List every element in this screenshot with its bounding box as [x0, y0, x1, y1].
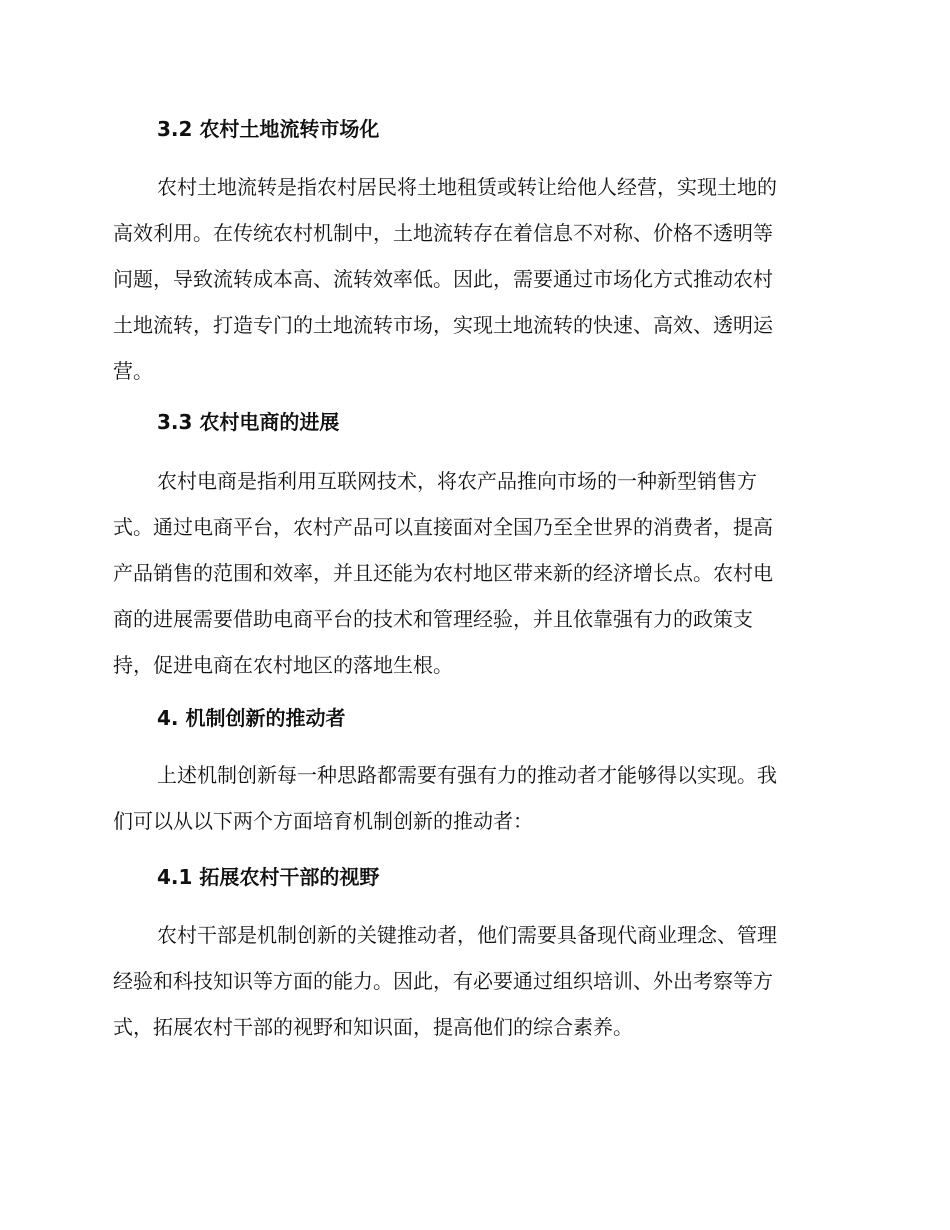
paragraph-line: 高效利用。在传统农村机制中，土地流转存在着信息不对称、价格不透明等 — [113, 221, 773, 245]
paragraph-line: 经验和科技知识等方面的能力。因此，有必要通过组织培训、外出考察等方 — [113, 969, 773, 993]
paragraph-line: 持，促进电商在农村地区的落地生根。 — [113, 653, 453, 677]
paragraph-line: 式，拓展农村干部的视野和知识面，提高他们的综合素养。 — [113, 1015, 633, 1039]
paragraph-land-transfer — [113, 164, 829, 394]
paragraph-line: 营。 — [113, 359, 153, 383]
section-heading-4-1: 4.1 拓展农村干部的视野 — [157, 865, 380, 889]
paragraph-rural-ecommerce — [113, 458, 829, 688]
paragraph-promoters — [113, 752, 829, 844]
paragraph-line: 土地流转，打造专门的土地流转市场，实现土地流转的快速、高效、透明运 — [113, 313, 773, 337]
paragraph-line: 上述机制创新每一种思路都需要有强有力的推动者才能够得以实现。我 — [157, 763, 777, 787]
paragraph-line: 们可以从以下两个方面培育机制创新的推动者： — [113, 809, 533, 833]
section-heading-3-3: 3.3 农村电商的进展 — [157, 410, 340, 434]
paragraph-line: 问题，导致流转成本高、流转效率低。因此，需要通过市场化方式推动农村 — [113, 267, 773, 291]
paragraph-line: 农村电商是指利用互联网技术，将农产品推向市场的一种新型销售方 — [157, 469, 757, 493]
paragraph-line: 产品销售的范围和效率，并且还能为农村地区带来新的经济增长点。农村电 — [113, 561, 773, 585]
section-heading-4: 4. 机制创新的推动者 — [157, 706, 346, 730]
paragraph-line: 式。通过电商平台，农村产品可以直接面对全国乃至全世界的消费者，提高 — [113, 515, 773, 539]
paragraph-line: 农村干部是机制创新的关键推动者，他们需要具备现代商业理念、管理 — [157, 923, 777, 947]
paragraph-village-cadres — [113, 912, 829, 1050]
paragraph-line: 商的进展需要借助电商平台的技术和管理经验，并且依靠强有力的政策支 — [113, 607, 753, 631]
paragraph-line: 农村土地流转是指农村居民将土地租赁或转让给他人经营，实现土地的 — [157, 175, 777, 199]
section-heading-3-2: 3.2 农村土地流转市场化 — [157, 117, 380, 141]
